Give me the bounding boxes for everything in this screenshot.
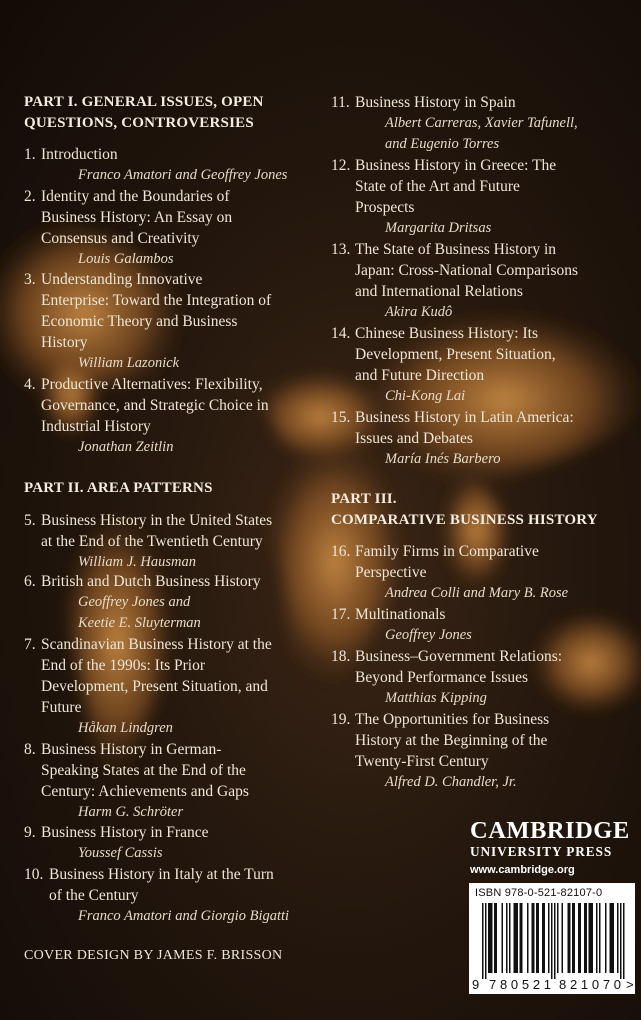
chapter-author: William J. Hausman: [78, 554, 197, 570]
chapter-title: Introduction: [41, 146, 118, 163]
part-1-heading: [24, 92, 264, 134]
chapter-number: 5.: [24, 512, 36, 529]
chapter-author: María Inés Barbero: [385, 451, 501, 467]
barcode-bar: [496, 903, 498, 973]
chapter-title: Business–Government Relations:: [355, 648, 563, 665]
chapter-author: Alfred D. Chandler, Jr.: [385, 774, 517, 790]
chapter-8: [24, 739, 324, 823]
chapter-author: Harm G. Schröter: [78, 804, 184, 820]
chapter-title: Business History in German-: [41, 741, 222, 758]
chapter-author-cont: and Eugenio Torres: [385, 136, 500, 152]
chapter-title: Business History in the United States: [41, 512, 273, 529]
barcode-bar: [599, 903, 601, 973]
chapter-number: 2.: [24, 188, 36, 205]
barcode-bar: [509, 903, 511, 973]
part-1-title-line2: QUESTIONS, CONTROVERSIES: [24, 115, 254, 131]
part-1-title-line1: PART I. GENERAL ISSUES, OPEN: [24, 94, 264, 110]
chapter-17: [331, 604, 631, 646]
chapter-author: Franco Amatori and Giorgio Bigatti: [78, 908, 290, 924]
barcode-bar: [578, 903, 580, 973]
chapter-3: [24, 269, 324, 374]
chapter-2: [24, 186, 324, 270]
chapter-number: 1.: [24, 146, 36, 163]
chapter-14: [331, 323, 631, 407]
barcode-bar: [620, 903, 622, 979]
chapter-7: [24, 634, 324, 739]
chapter-title: Family Firms in Comparative: [355, 543, 539, 560]
barcode-bar: [506, 903, 508, 973]
chapter-title: The State of Business History in: [355, 241, 557, 258]
chapter-author: William Lazonick: [78, 355, 180, 371]
chapter-title: The Opportunities for Business: [355, 711, 550, 728]
barcode-bar: [596, 903, 598, 973]
chapter-author: Andrea Colli and Mary B. Rose: [385, 585, 569, 601]
barcode-bar: [551, 903, 553, 979]
chapter-author: Albert Carreras, Xavier Tafunell,: [385, 115, 578, 131]
chapter-title-cont: and International Relations: [355, 283, 523, 300]
part-2-heading: PART II. AREA PATTERNS: [24, 480, 213, 496]
chapter-13: [331, 239, 631, 323]
chapter-title-cont: Issues and Debates: [355, 430, 473, 447]
barcode-bar: [584, 903, 586, 973]
chapter-number: 4.: [24, 376, 36, 393]
barcode-bar: [590, 903, 592, 973]
chapter-6: [24, 571, 324, 634]
chapter-author: Geoffrey Jones: [385, 627, 472, 643]
part-3-title-line2: COMPARATIVE BUSINESS HISTORY: [331, 512, 598, 528]
chapter-11: [331, 92, 631, 155]
chapter-title-cont: Future: [41, 699, 82, 716]
chapter-title: British and Dutch Business History: [41, 573, 261, 590]
chapter-author: Matthias Kipping: [385, 690, 487, 706]
chapter-title-cont: Prospects: [355, 199, 415, 216]
barcode-bar: [572, 903, 574, 973]
barcode-bar: [491, 903, 493, 973]
barcode-bar: [490, 903, 492, 973]
barcode-bar: [514, 903, 516, 973]
chapter-title: Multinationals: [355, 606, 446, 623]
chapter-number: 11.: [331, 94, 350, 111]
barcode-bar: [538, 903, 540, 973]
chapter-title: Business History in Italy at the Turn: [49, 866, 274, 883]
chapter-title-cont: Enterprise: Toward the Integration of: [41, 292, 272, 309]
barcode-bar: [589, 903, 591, 973]
barcode-bar: [611, 903, 613, 973]
barcode-bar: [557, 903, 559, 973]
chapter-number: 7.: [24, 636, 36, 653]
chapter-number: 15.: [331, 409, 351, 426]
barcode-bar: [527, 903, 529, 973]
chapter-number: 18.: [331, 648, 351, 665]
barcode-bar: [617, 903, 619, 973]
chapter-12: [331, 155, 631, 239]
publisher-subtitle: UNIVERSITY PRESS: [470, 844, 613, 859]
barcode-bars: [482, 903, 625, 979]
barcode-bar: [520, 903, 522, 973]
chapter-number: 14.: [331, 325, 351, 342]
chapter-author: Youssef Cassis: [78, 845, 163, 861]
barcode-bar: [613, 903, 615, 973]
barcode-bar: [548, 903, 550, 973]
chapter-title-cont: Industrial History: [41, 418, 151, 435]
barcode-bar: [485, 903, 487, 979]
barcode-lead-digit: 9: [472, 977, 480, 992]
barcode-bar: [536, 903, 538, 973]
chapter-18: [331, 646, 631, 709]
barcode-bar: [554, 903, 556, 979]
barcode-bar: [574, 903, 576, 973]
chapter-title: Productive Alternatives: Flexibility,: [41, 376, 263, 393]
chapter-title: Business History in Greece: The: [355, 157, 557, 174]
chapter-title-cont: State of the Art and Future: [355, 178, 520, 195]
barcode-bar: [502, 903, 504, 973]
chapter-5: [24, 510, 324, 573]
chapter-title-cont: Century: Achievements and Gaps: [41, 783, 249, 800]
chapter-number: 16.: [331, 543, 351, 560]
chapter-title: Understanding Innovative: [41, 271, 203, 288]
isbn-barcode: [469, 883, 635, 994]
barcode-bar: [515, 903, 517, 973]
chapter-author: Akira Kudô: [385, 304, 453, 320]
chapter-title: Business History in Latin America:: [355, 409, 574, 426]
chapter-number: 6.: [24, 573, 36, 590]
chapter-author-cont: Keetie E. Sluyterman: [78, 615, 201, 631]
chapter-title: Business History in France: [41, 824, 209, 841]
publisher-name: CAMBRIDGE: [470, 817, 630, 844]
barcode-bar: [542, 903, 544, 973]
chapter-number: 13.: [331, 241, 351, 258]
chapter-title-cont: and Future Direction: [355, 367, 485, 384]
chapter-9: [24, 822, 324, 864]
chapter-number: 17.: [331, 606, 351, 623]
chapter-author: Håkan Lindgren: [78, 720, 173, 736]
barcode-bar: [586, 903, 588, 973]
chapter-number: 8.: [24, 741, 36, 758]
publisher-url: www.cambridge.org: [470, 864, 575, 876]
part-3-heading: [331, 489, 598, 531]
barcode-bar: [544, 903, 546, 973]
chapter-title-cont: Development, Present Situation, and: [41, 678, 268, 695]
barcode-graphic: [469, 883, 635, 994]
chapter-title: Identity and the Boundaries of: [41, 188, 230, 205]
barcode-digits-right: 821070: [559, 977, 621, 992]
isbn-number: ISBN 978-0-521-82107-0: [475, 887, 603, 899]
chapter-author: Jonathan Zeitlin: [78, 439, 174, 455]
barcode-bar: [482, 903, 484, 979]
barcode-bar: [580, 903, 582, 973]
chapter-title-cont: Economic Theory and Business: [41, 313, 238, 330]
chapter-author: Margarita Dritsas: [385, 220, 492, 236]
chapter-title-cont: Business History: An Essay on: [41, 209, 233, 226]
barcode-bar: [568, 903, 570, 973]
chapter-number: 12.: [331, 157, 351, 174]
chapter-title-cont: End of the 1990s: Its Prior: [41, 657, 206, 674]
barcode-arrow: >: [626, 977, 634, 992]
chapter-4: [24, 374, 324, 458]
chapter-title: Business History in Spain: [355, 94, 516, 111]
chapter-number: 3.: [24, 271, 36, 288]
chapter-10: [24, 864, 324, 927]
chapter-author: Franco Amatori and Geoffrey Jones: [78, 167, 288, 183]
barcode-bar: [533, 903, 535, 973]
barcode-bar: [610, 903, 612, 973]
barcode-bar: [521, 903, 523, 973]
chapter-title-cont: Consensus and Creativity: [41, 230, 200, 247]
publisher-logo: [470, 818, 640, 878]
barcode-bar: [592, 903, 594, 973]
chapter-title-cont: Perspective: [355, 564, 427, 581]
chapter-title-cont: Speaking States at the End of the: [41, 762, 246, 779]
chapter-title-cont: Governance, and Strategic Choice in: [41, 397, 269, 414]
barcode-bar: [517, 903, 519, 973]
barcode-bar: [569, 903, 571, 973]
chapter-title-cont: at the End of the Twentieth Century: [41, 533, 263, 550]
chapter-16: [331, 541, 631, 604]
chapter-number: 10.: [24, 866, 44, 883]
chapter-author: Chi-Kong Lai: [385, 388, 466, 404]
chapter-title: Chinese Business History: Its: [355, 325, 538, 342]
chapter-15: [331, 407, 631, 470]
chapter-title-cont: Beyond Performance Issues: [355, 669, 529, 686]
chapter-title-cont: History: [41, 334, 88, 351]
part-3-title-line1: PART III.: [331, 491, 397, 507]
chapter-author: Geoffrey Jones and: [78, 594, 191, 610]
chapter-number: 19.: [331, 711, 351, 728]
barcode-bar: [532, 903, 534, 973]
barcode-digits-left: 780521: [489, 977, 551, 992]
chapter-author: Louis Galambos: [78, 251, 174, 267]
chapter-title-cont: History at the Beginning of the: [355, 732, 548, 749]
chapter-title-cont: of the Century: [49, 887, 139, 904]
barcode-bar: [605, 903, 607, 973]
chapter-title-cont: Development, Present Situation,: [355, 346, 556, 363]
chapter-title: Scandinavian Business History at the: [41, 636, 272, 653]
cover-design-credit: COVER DESIGN BY JAMES F. BRISSON: [24, 948, 283, 963]
chapter-1: [24, 144, 324, 186]
barcode-bar: [562, 903, 564, 973]
chapter-19: [331, 709, 631, 793]
barcode-bar: [494, 903, 496, 973]
chapter-number: 9.: [24, 824, 36, 841]
chapter-title-cont: Japan: Cross-National Comparisons: [355, 262, 579, 279]
chapter-title-cont: Twenty-First Century: [355, 753, 489, 770]
barcode-bar: [623, 903, 625, 979]
barcode-bar: [488, 903, 490, 973]
